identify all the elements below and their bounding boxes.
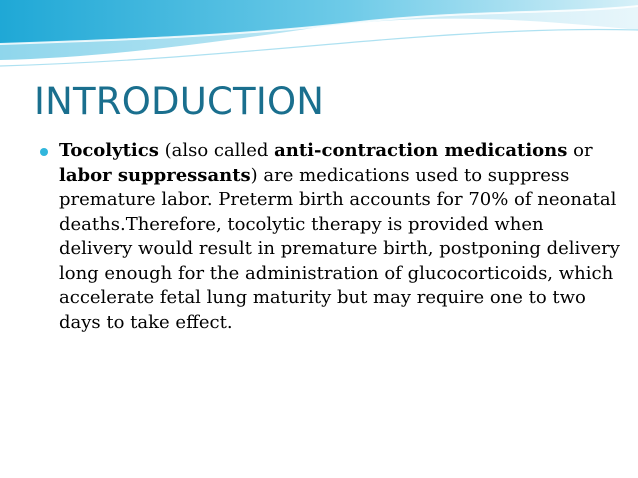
- bullet-item: [40, 139, 620, 335]
- bullet-text-part: or: [567, 140, 593, 161]
- wave-front: [0, 0, 638, 44]
- bullet-text: [59, 140, 620, 333]
- bullet-text-part: (also called: [158, 140, 275, 161]
- slide-title: INTRODUCTION: [34, 80, 325, 123]
- wave-banner-graphic: [0, 0, 638, 80]
- bullet-term-anti-contraction: anti-contraction medications: [274, 140, 568, 161]
- bullet-list: [40, 139, 620, 335]
- bullet-term-labor-suppressants: labor suppressants: [59, 164, 251, 186]
- bullet-text-part: ) are medications used to suppress premature labor. Preterm birth accounts for 70% of neonatal deaths.Therefore, tocolytic therapy is provided when delivery would result in premature birth, postponing delivery long enough for the administration of glucocorticoids, which accelerate fetal lung maturity but may require one to two days to take effect.: [59, 164, 620, 333]
- filled-circle-bullet-icon: [40, 148, 48, 156]
- bullet-term-tocolytics: Tocolytics: [59, 140, 159, 161]
